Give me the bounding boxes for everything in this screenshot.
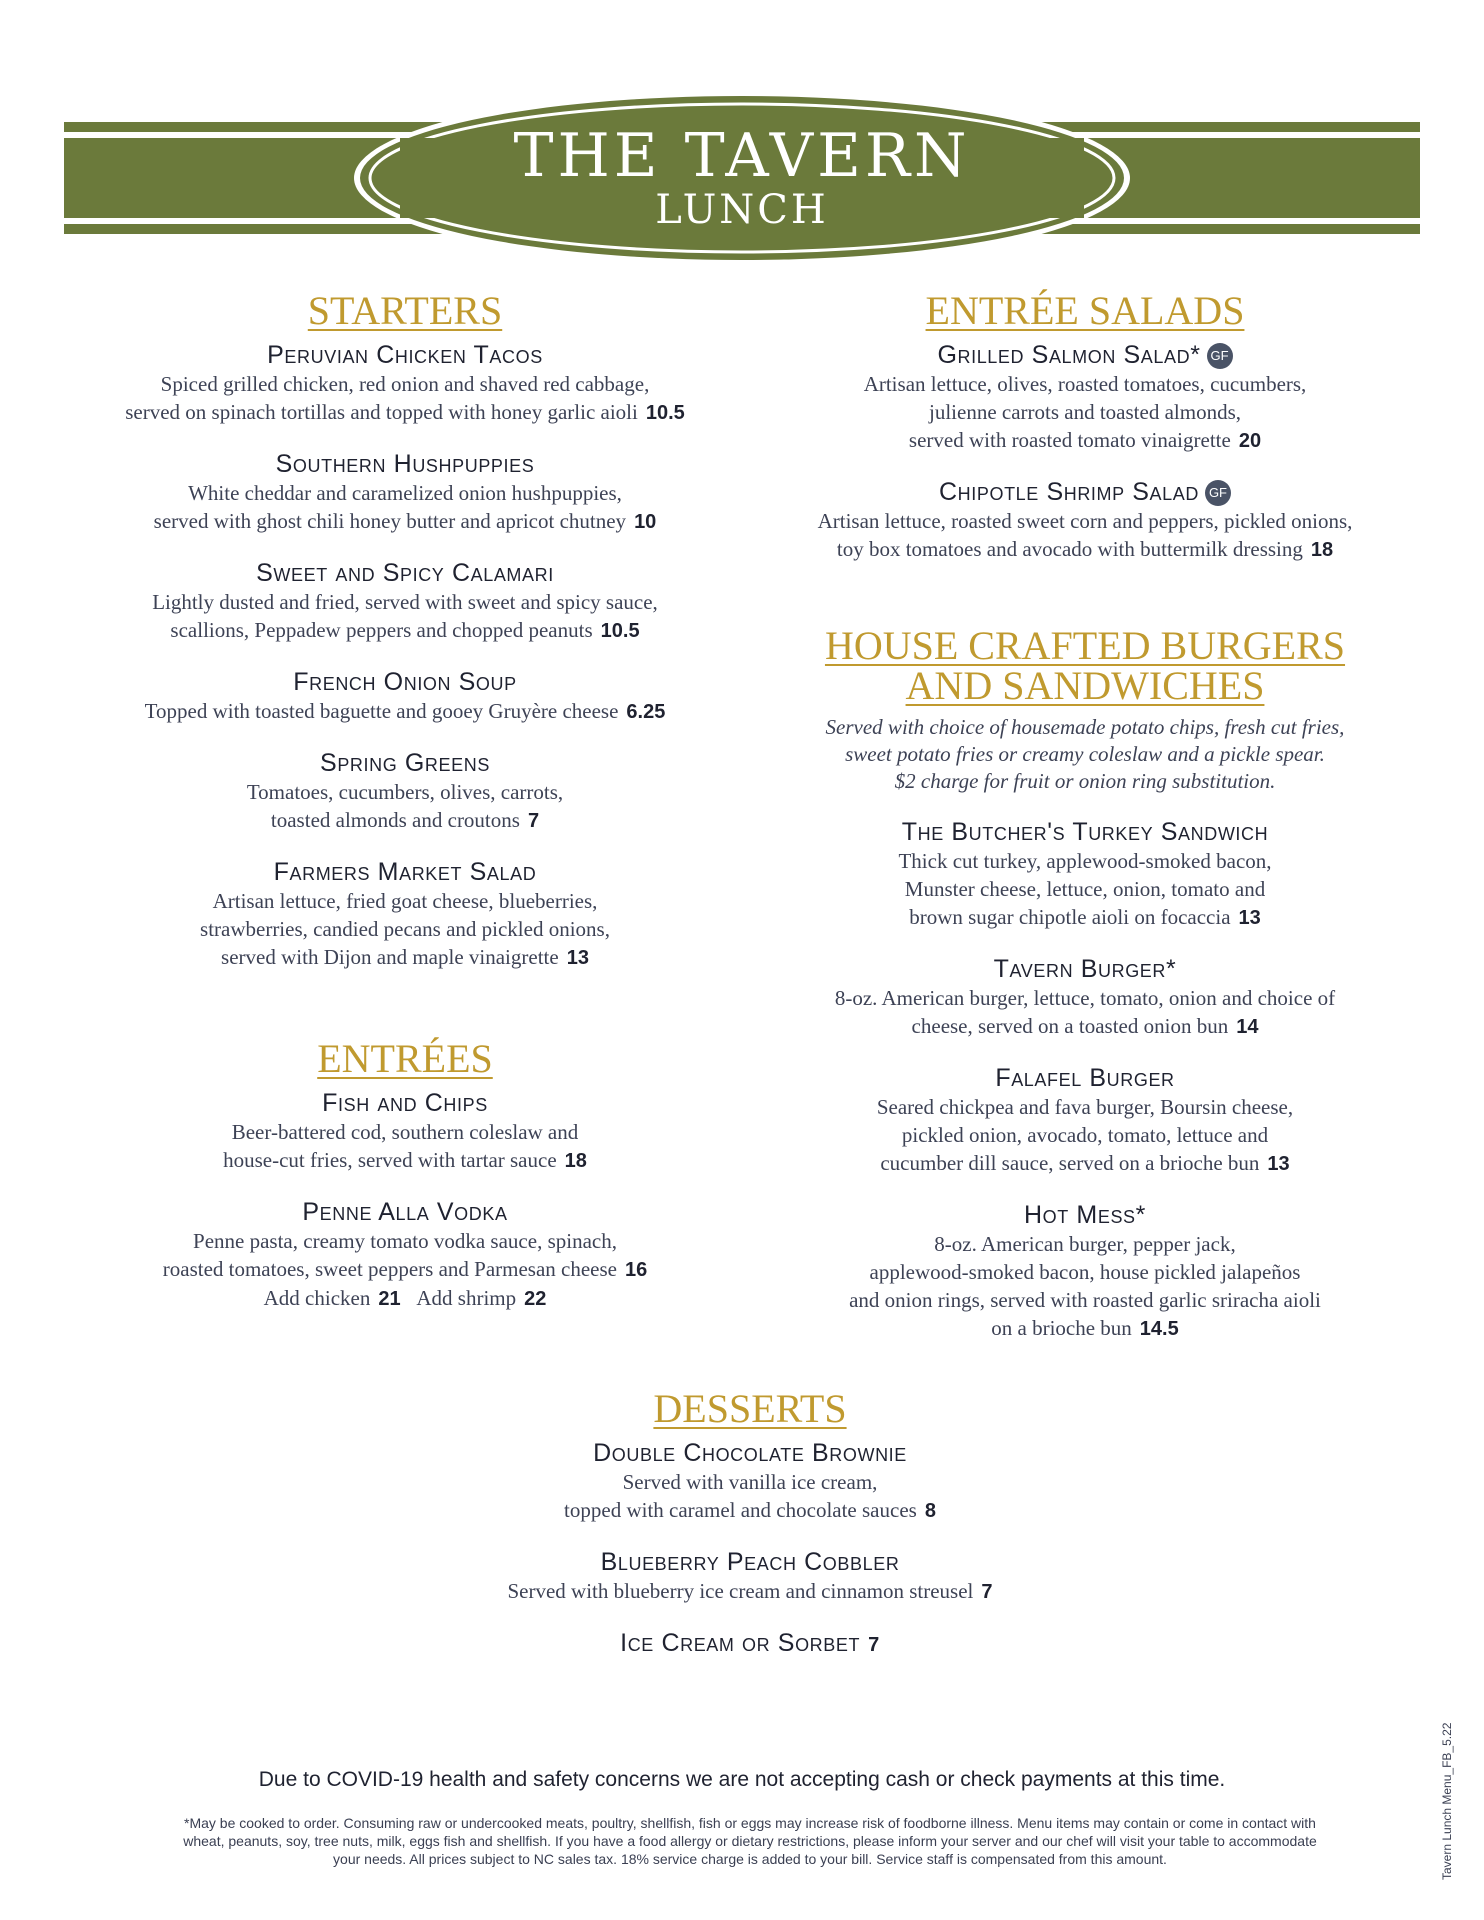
- item-description: [740, 370, 1430, 455]
- desc-line: house-cut fries, served with tartar sauce: [223, 1148, 557, 1172]
- desc-line: Served with blueberry ice cream and cinnamon streusel: [507, 1579, 974, 1603]
- item-price: 14: [1236, 1016, 1259, 1038]
- item-name: Penne Alla Vodka: [302, 1198, 508, 1226]
- gluten-free-badge: GF: [1207, 343, 1233, 369]
- item-price: 7: [868, 1634, 880, 1656]
- desc-line: Served with vanilla ice cream,: [622, 1470, 878, 1494]
- item-name-row: [740, 340, 1430, 370]
- desc-line: served with roasted tomato vinaigrette: [908, 428, 1231, 452]
- item-price: 13: [1238, 907, 1261, 929]
- section-title-entree-salads: ENTRÉE SALADS: [925, 288, 1245, 333]
- item-description: [60, 887, 750, 972]
- menu-item: [60, 558, 750, 645]
- section-title-entrees: ENTRÉES: [317, 1036, 493, 1081]
- desc-line: 8-oz. American burger, pepper jack,: [934, 1232, 1236, 1256]
- item-price: 10.5: [645, 402, 685, 424]
- desc-line: served on spinach tortillas and topped with honey garlic aioli: [125, 400, 638, 424]
- intro-line: $2 charge for fruit or onion ring substitution.: [894, 769, 1276, 793]
- desc-line: Beer-battered cod, southern coleslaw and: [231, 1120, 579, 1144]
- item-name: Hot Mess*: [1024, 1201, 1146, 1229]
- item-name: Ice Cream or Sorbet: [620, 1629, 861, 1657]
- item-price: 18: [564, 1150, 587, 1172]
- desc-line: pickled onion, avocado, tomato, lettuce and: [901, 1123, 1269, 1147]
- item-description: [60, 588, 750, 645]
- disclaimer-line: your needs. All prices subject to NC sales tax. 18% service charge is added to your bill. Service staff is compensated from this amount.: [333, 1851, 1167, 1867]
- desc-line: topped with caramel and chocolate sauces: [564, 1498, 917, 1522]
- desc-line: Tomatoes, cucumbers, olives, carrots,: [246, 780, 564, 804]
- desc-line: cheese, served on a toasted onion bun: [911, 1014, 1229, 1038]
- item-price: 8: [924, 1500, 936, 1522]
- desc-line: Lightly dusted and fried, served with sweet and spicy sauce,: [152, 590, 658, 614]
- item-price: 13: [566, 947, 589, 969]
- menu-item: [740, 1200, 1430, 1343]
- item-name: Peruvian Chicken Tacos: [267, 341, 543, 369]
- item-description: [740, 507, 1430, 564]
- item-name: Blueberry Peach Cobbler: [600, 1548, 900, 1576]
- item-name: The Butcher's Turkey Sandwich: [901, 818, 1269, 846]
- intro-line: Served with choice of housemade potato chips, fresh cut fries,: [825, 715, 1345, 739]
- section-title-line: HOUSE CRAFTED BURGERS: [824, 623, 1346, 668]
- desc-line: toy box tomatoes and avocado with buttermilk dressing: [836, 537, 1303, 561]
- section-spacer: [60, 994, 750, 1038]
- menu-item: [60, 1088, 750, 1175]
- addon-shrimp-label: Add shrimp: [416, 1286, 517, 1310]
- section-title-burgers: [824, 623, 1346, 708]
- covid-notice: Due to COVID-19 health and safety concerns we are not accepting cash or check payments at this time.: [258, 1768, 1226, 1791]
- desc-line: roasted tomatoes, sweet peppers and Parmesan cheese: [162, 1257, 617, 1281]
- desc-line: Munster cheese, lettuce, onion, tomato and: [904, 877, 1266, 901]
- menu-item: [60, 1197, 750, 1313]
- item-description: [60, 778, 750, 835]
- section-title-starters: STARTERS: [307, 288, 503, 333]
- header-banner: [0, 0, 1484, 280]
- menu-item: [390, 1547, 1110, 1606]
- menu-item: [60, 857, 750, 972]
- item-price: 13: [1267, 1153, 1290, 1175]
- addon-chicken-price: 21: [378, 1288, 401, 1310]
- addon-chicken-label: Add chicken: [263, 1286, 371, 1310]
- item-name: Fish and Chips: [322, 1089, 488, 1117]
- item-name: Sweet and Spicy Calamari: [256, 559, 554, 587]
- desc-line: applewood-smoked bacon, house pickled jalapeños: [869, 1260, 1301, 1284]
- item-price: 14.5: [1139, 1318, 1179, 1340]
- item-name: Falafel Burger: [995, 1064, 1175, 1092]
- desc-line: julienne carrots and toasted almonds,: [929, 400, 1241, 424]
- menu-item: [740, 954, 1430, 1041]
- item-price: 18: [1310, 539, 1334, 561]
- desserts-section: [390, 1388, 1110, 1682]
- item-name: Tavern Burger*: [993, 955, 1177, 983]
- menu-item: [60, 667, 750, 726]
- desc-line: Thick cut turkey, applewood-smoked bacon,: [898, 849, 1272, 873]
- item-description: [60, 370, 750, 427]
- desc-line: Artisan lettuce, roasted sweet corn and peppers, pickled onions,: [817, 509, 1353, 533]
- item-description: [390, 1577, 1110, 1606]
- menu-item: [740, 817, 1430, 932]
- section-title-desserts: DESSERTS: [653, 1386, 847, 1431]
- item-name: Grilled Salmon Salad*: [937, 341, 1201, 369]
- item-price: 6.25: [626, 701, 666, 723]
- desc-line: toasted almonds and croutons: [270, 808, 520, 832]
- desc-line: served with ghost chili honey butter and apricot chutney: [153, 509, 627, 533]
- gluten-free-badge: GF: [1205, 480, 1231, 506]
- item-name: Double Chocolate Brownie: [593, 1439, 907, 1467]
- item-description: [740, 1230, 1430, 1343]
- item-description: [60, 479, 750, 536]
- item-description: [390, 1468, 1110, 1525]
- menu-code: Tavern Lunch Menu_FB_5.22: [1440, 1722, 1454, 1880]
- item-price: 20: [1238, 430, 1262, 452]
- desc-line: scallions, Peppadew peppers and chopped peanuts: [170, 618, 593, 642]
- item-name: Southern Hushpuppies: [275, 450, 535, 478]
- item-price: 16: [625, 1259, 648, 1281]
- left-column: [60, 290, 750, 1335]
- menu-item: [390, 1628, 1110, 1660]
- menu-item: [60, 340, 750, 427]
- restaurant-name: THE TAVERN: [513, 121, 971, 191]
- disclaimer-line: wheat, peanuts, soy, tree nuts, milk, eggs fish and shellfish. If you have a food allergy or dietary restrictions, please inform your server and our chef will visit your table to accommodate: [183, 1833, 1317, 1849]
- desc-line: cucumber dill sauce, served on a brioche bun: [880, 1151, 1260, 1175]
- desc-line: strawberries, candied pecans and pickled onions,: [200, 917, 610, 941]
- item-description: [60, 1118, 750, 1175]
- item-name: Spring Greens: [320, 749, 490, 777]
- desc-line: Seared chickpea and fava burger, Boursin cheese,: [876, 1095, 1294, 1119]
- item-description: [60, 1227, 750, 1313]
- section-spacer: [740, 586, 1430, 626]
- addon-line: [60, 1284, 750, 1313]
- disclaimer-line: *May be cooked to order. Consuming raw or undercooked meats, poultry, shellfish, fish or eggs may increase risk of foodborne illness. Menu items may contain or come in contact with: [184, 1815, 1316, 1831]
- item-description: [60, 697, 750, 726]
- menu-item: [60, 748, 750, 835]
- desc-line: White cheddar and caramelized onion hushpuppies,: [188, 481, 622, 505]
- section-title-line: AND SANDWICHES: [905, 663, 1265, 708]
- intro-line: sweet potato fries or creamy coleslaw and a pickle spear.: [845, 742, 1325, 766]
- item-name: Chipotle Shrimp Salad: [939, 478, 1199, 506]
- desc-line: served with Dijon and maple vinaigrette: [221, 945, 559, 969]
- desc-line: on a brioche bun: [991, 1316, 1132, 1340]
- menu-item: [60, 449, 750, 536]
- menu-item: [390, 1438, 1110, 1525]
- desc-line: Topped with toasted baguette and gooey Gruyère cheese: [144, 699, 619, 723]
- right-column: [740, 290, 1430, 1365]
- item-name-row: [740, 477, 1430, 507]
- desc-line: Artisan lettuce, olives, roasted tomatoes, cucumbers,: [863, 372, 1307, 396]
- desc-line: Artisan lettuce, fried goat cheese, blueberries,: [212, 889, 598, 913]
- desc-line: Penne pasta, creamy tomato vodka sauce, spinach,: [193, 1229, 617, 1253]
- item-price: 10.5: [600, 620, 640, 642]
- burgers-intro: [740, 714, 1430, 795]
- menu-item: [740, 340, 1430, 455]
- menu-item: [740, 1063, 1430, 1178]
- addon-shrimp-price: 22: [524, 1288, 547, 1310]
- item-name: French Onion Soup: [293, 668, 517, 696]
- desc-line: 8-oz. American burger, lettuce, tomato, onion and choice of: [834, 986, 1336, 1010]
- menu-item: [740, 477, 1430, 564]
- desc-line: brown sugar chipotle aioli on focaccia: [909, 905, 1231, 929]
- item-name-row: [390, 1628, 1110, 1660]
- allergy-disclaimer: [110, 1814, 1390, 1868]
- desc-line: Spiced grilled chicken, red onion and shaved red cabbage,: [160, 372, 650, 396]
- desc-line: and onion rings, served with roasted garlic sriracha aioli: [849, 1288, 1321, 1312]
- item-description: [740, 847, 1430, 932]
- item-price: 7: [981, 1581, 993, 1603]
- menu-type: LUNCH: [655, 187, 829, 233]
- item-name: Farmers Market Salad: [273, 858, 537, 886]
- item-description: [740, 984, 1430, 1041]
- item-description: [740, 1093, 1430, 1178]
- item-price: 7: [527, 810, 540, 832]
- item-price: 10: [634, 511, 657, 533]
